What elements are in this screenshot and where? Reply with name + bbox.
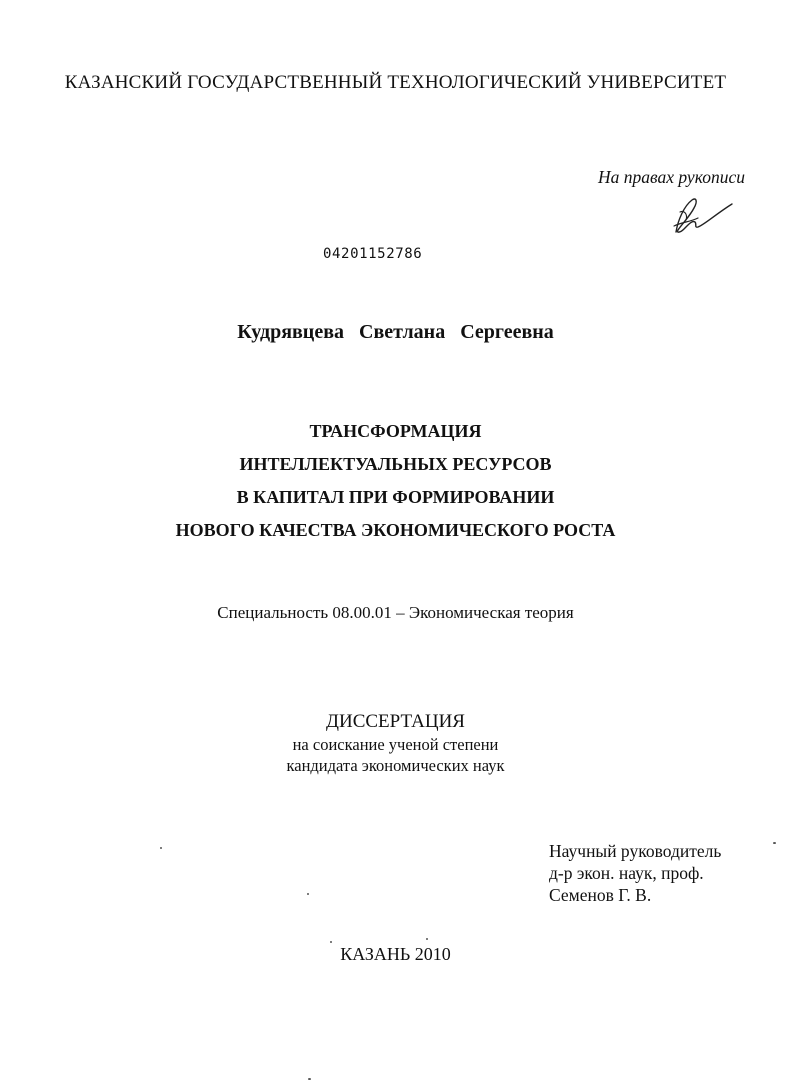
author-name: Кудрявцева Светлана Сергеевна: [237, 321, 554, 343]
thesis-degree-line: на соискание ученой степени: [292, 735, 499, 754]
signature-icon: [668, 192, 738, 238]
thesis-degree-line: кандидата экономических наук: [286, 756, 505, 775]
university-name: КАЗАНСКИЙ ГОСУДАРСТВЕННЫЙ ТЕХНОЛОГИЧЕСКИЙ УНИВЕРСИТЕТ: [64, 72, 727, 93]
thesis-title: [0, 415, 791, 547]
city-year: КАЗАНЬ 2010: [340, 944, 451, 964]
supervisor-degree: д-р экон. наук, проф.: [549, 863, 704, 883]
manuscript-rights: На правах рукописи: [598, 167, 745, 187]
supervisor-name: Семенов Г. В.: [549, 885, 652, 905]
scan-speck: [426, 938, 428, 940]
scan-speck: [307, 893, 309, 895]
catalog-number: 04201152786: [323, 246, 423, 262]
scan-speck: [160, 847, 162, 849]
scan-speck: [308, 1078, 311, 1080]
scan-speck: [330, 941, 332, 943]
thesis-type: ДИССЕРТАЦИЯ: [326, 711, 465, 732]
supervisor-role: Научный руководитель: [549, 841, 722, 861]
title-line: НОВОГО КАЧЕСТВА ЭКОНОМИЧЕСКОГО РОСТА: [175, 520, 616, 540]
title-line: В КАПИТАЛ ПРИ ФОРМИРОВАНИИ: [236, 487, 555, 507]
thesis-info: [0, 710, 791, 776]
specialty: Специальность 08.00.01 – Экономическая теория: [217, 603, 574, 622]
title-line: ИНТЕЛЛЕКТУАЛЬНЫХ РЕСУРСОВ: [239, 454, 552, 474]
scan-speck: [773, 842, 776, 844]
supervisor-block: [549, 840, 721, 906]
title-line: ТРАНСФОРМАЦИЯ: [309, 421, 482, 441]
